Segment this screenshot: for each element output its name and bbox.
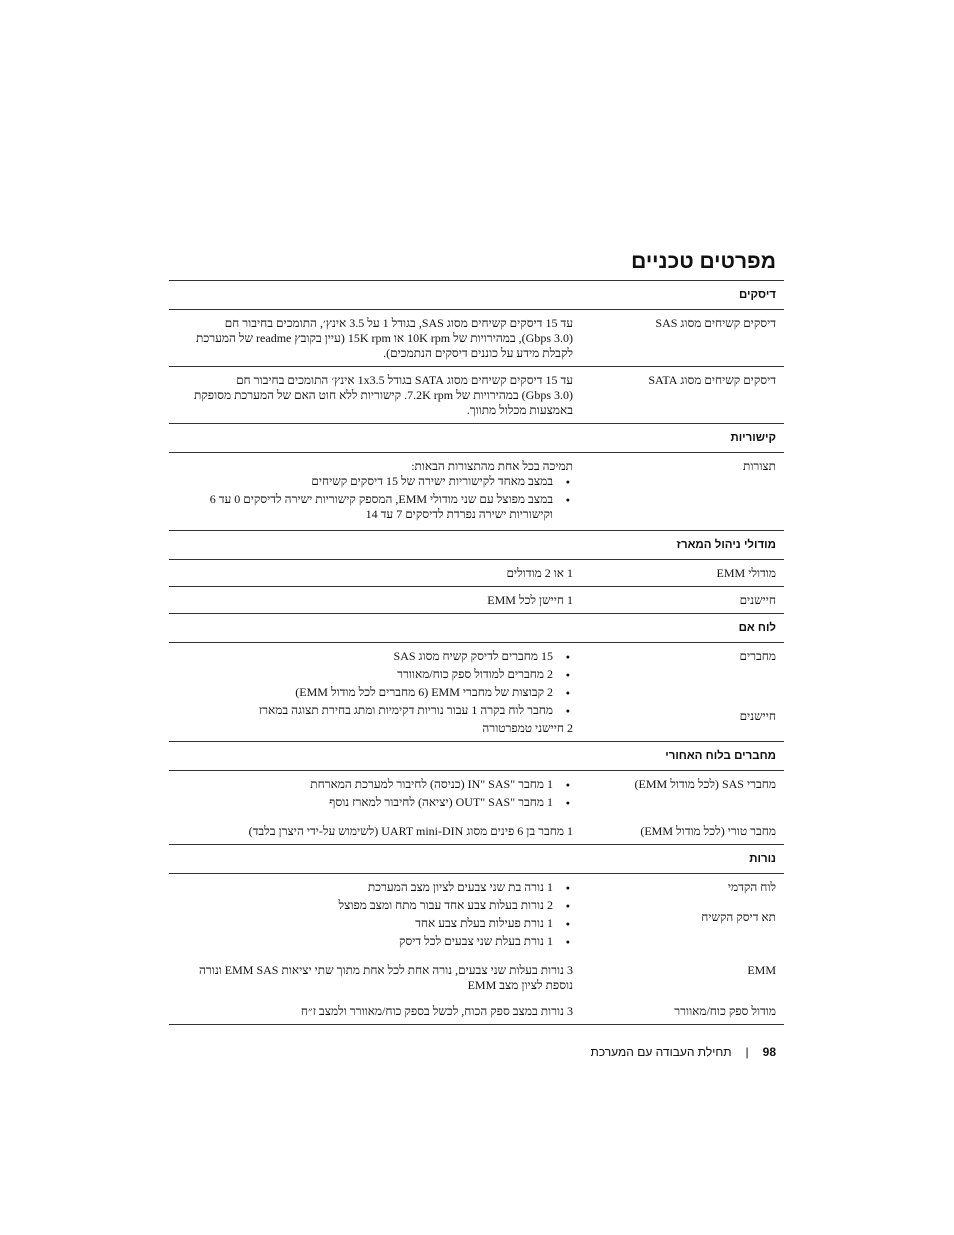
page-title: מפרטים טכניים <box>631 250 776 273</box>
spec-label: EMM <box>747 963 776 977</box>
spec-bullet-item: ● 1 מחבר "OUT" SAS (יציאה) לחיבור למארז נוסף <box>177 795 573 810</box>
spec-label <box>589 664 776 679</box>
spec-trail-value: 2 חיישני טמפרטורה <box>482 721 573 735</box>
spec-row <box>169 367 784 424</box>
spec-label-cell <box>581 310 784 367</box>
spec-value-line: לקבלת מידע על כוננים דיסקים הנתמכים). <box>383 346 573 360</box>
spec-label: מודולי EMM <box>716 566 776 580</box>
specifications-table-body <box>169 281 784 1025</box>
spec-value-line: 3 נורות במצב ספק הכוח, לכשל בספק כוח/מאוורר ולמצב ז״ח <box>300 1004 573 1018</box>
spec-label-cell <box>581 957 784 998</box>
spec-row <box>169 587 784 614</box>
spec-bullet-item: ● מחבר לוח בקרה 1 עבור נוריות דקימיות ומתג בחירת תצוגה במארז <box>177 703 573 718</box>
section-header-row <box>169 845 784 874</box>
spec-bullet-list <box>177 474 573 522</box>
spec-label-cell <box>581 818 784 845</box>
spec-bullet-item: ● 2 נורות בעלות צבע אחד עבור מתח ומצב מפוצל <box>177 898 573 913</box>
spec-value-line: (3.0 Gbps), במהירויות של 10K rpm או 15K rpm (עיין בקובץ readme של המערכת <box>196 331 573 345</box>
spec-value-line: עד 15 דיסקים קשיחים מסוג SATA בגודל 1x3.5 אינץ׳ התומכים בחיבור חם <box>236 373 573 387</box>
spec-value-cell <box>169 453 581 531</box>
spec-bullet-item: ● 2 מחברים למודול ספק כוח/מאוורר <box>177 667 573 682</box>
spec-bullet-item: ● 1 נורת בעלת שני צבעים לכל דיסק <box>177 934 573 949</box>
spec-value-cell <box>169 643 581 742</box>
spec-row <box>169 560 784 587</box>
spec-label: מחברים <box>739 649 776 663</box>
page-number: 98 <box>762 1045 776 1059</box>
spec-bullet-item: ● 1 נורת פעילות בעלת צבע אחד <box>177 916 573 931</box>
section-header-row <box>169 614 784 643</box>
spec-label-cell <box>581 874 784 958</box>
spec-label-lines <box>589 880 776 925</box>
spec-label: מחבר טורי (לכל מודול EMM) <box>640 824 776 838</box>
spec-row <box>169 998 784 1025</box>
spec-value-line: 1 חיישן לכל EMM <box>487 593 573 607</box>
spec-row <box>169 957 784 998</box>
spec-label-cell <box>581 453 784 531</box>
spec-intro: תמיכה בכל אחת מהתצורות הבאות: <box>411 459 573 473</box>
spec-value-line: עד 15 דיסקים קשיחים מסוג SAS, בגודל 1 על 3.5 אינץ׳, התומכים בחיבור חם <box>224 316 573 330</box>
spec-label-cell <box>581 560 784 587</box>
section-header-row <box>169 424 784 453</box>
section-header-row <box>169 531 784 560</box>
spec-label: חיישנים <box>739 593 776 607</box>
spec-value-line: נוספת לציון מצב EMM <box>467 978 573 992</box>
spec-bullet-item: ● 15 מחברים לדיסק קשיח מסוג SAS <box>177 649 573 664</box>
spec-label: תצורות <box>743 459 776 473</box>
spec-bullet-item: ● 1 נורה בת שני צבעים לציון מצב המערכת <box>177 880 573 895</box>
spec-value-line: 1 מחבר בן 6 פינים מסוג UART mini-DIN (לשימוש על-ידי היצרן בלבד) <box>248 824 573 838</box>
spec-label: חיישנים <box>739 709 776 723</box>
spec-label <box>589 679 776 694</box>
footer-separator: | <box>745 1045 749 1059</box>
section-header-row <box>169 281 784 310</box>
section-header: קישוריות <box>169 424 784 453</box>
section-header: לוח אם <box>169 614 784 643</box>
spec-bullet-list <box>177 880 573 949</box>
spec-label <box>589 895 776 910</box>
spec-value-cell <box>169 957 581 998</box>
spec-bullet-item: ● במצב מאחד לקישוריות ישירה של 15 דיסקים קשיחים <box>177 474 573 489</box>
spec-row <box>169 643 784 742</box>
spec-row <box>169 453 784 531</box>
spec-value-cell <box>169 998 581 1025</box>
spec-label: תא דיסק הקשיח <box>701 910 776 924</box>
spec-value-cell <box>169 310 581 367</box>
spec-row <box>169 874 784 958</box>
footer-text: תחילת העבודה עם המערכת <box>590 1045 732 1059</box>
spec-row <box>169 771 784 819</box>
spec-bullet-item: ● 1 מחבר "IN" SAS (כניסה) לחיבור למערכת המארחת <box>177 777 573 792</box>
spec-label <box>589 694 776 709</box>
spec-value-cell <box>169 587 581 614</box>
spec-value-cell <box>169 367 581 424</box>
spec-value-line: באמצעות מכלול מתווך. <box>466 403 573 417</box>
spec-value-line: (3.0 Gbps) במהירויות של 7.2K rpm. קישוריות ללא חוט האם של המערכת מסופקת <box>194 388 573 402</box>
spec-value-cell <box>169 560 581 587</box>
specifications-table <box>169 280 784 1025</box>
spec-bullet-list <box>177 649 573 718</box>
spec-row <box>169 818 784 845</box>
spec-label-lines <box>589 649 776 724</box>
spec-bullet-item: ● במצב מפוצל עם שני מודולי EMM, המספק קישוריות ישירה לדיסקים 0 עד 6 וקישוריות ישירה נפרדת לדיסקים 7 עד 14 <box>177 492 573 522</box>
section-header: מודולי ניהול המארז <box>169 531 784 560</box>
spec-label-cell <box>581 587 784 614</box>
spec-label: דיסקים קשיחים מסוג SAS <box>655 316 776 330</box>
section-header: דיסקים <box>169 281 784 310</box>
spec-bullet-list <box>177 777 573 810</box>
spec-value-cell <box>169 874 581 958</box>
spec-label: לוח הקדמי <box>727 880 776 894</box>
spec-row <box>169 310 784 367</box>
section-header: נורות <box>169 845 784 874</box>
spec-value-cell <box>169 771 581 819</box>
spec-label: מחברי SAS (לכל מודול EMM) <box>634 777 776 791</box>
spec-label-cell <box>581 998 784 1025</box>
spec-value-line: 3 נורות בעלות שני צבעים, נורה אחת לכל אחת מתוך שתי יציאות EMM SAS ונורה <box>198 963 573 977</box>
spec-label: מודול ספק כוח/מאוורר <box>674 1004 776 1018</box>
spec-label-cell <box>581 771 784 819</box>
page-footer <box>591 1045 776 1059</box>
section-header: מחברים בלוח האחורי <box>169 742 784 771</box>
spec-value-cell <box>169 818 581 845</box>
spec-bullet-item: ● 2 קבוצות של מחברי EMM (6 מחברים לכל מודול EMM) <box>177 685 573 700</box>
section-header-row <box>169 742 784 771</box>
spec-label: דיסקים קשיחים מסוג SATA <box>648 373 776 387</box>
spec-value-line: 1 או 2 מודולים <box>506 566 573 580</box>
spec-label-cell <box>581 367 784 424</box>
spec-label-cell <box>581 643 784 742</box>
